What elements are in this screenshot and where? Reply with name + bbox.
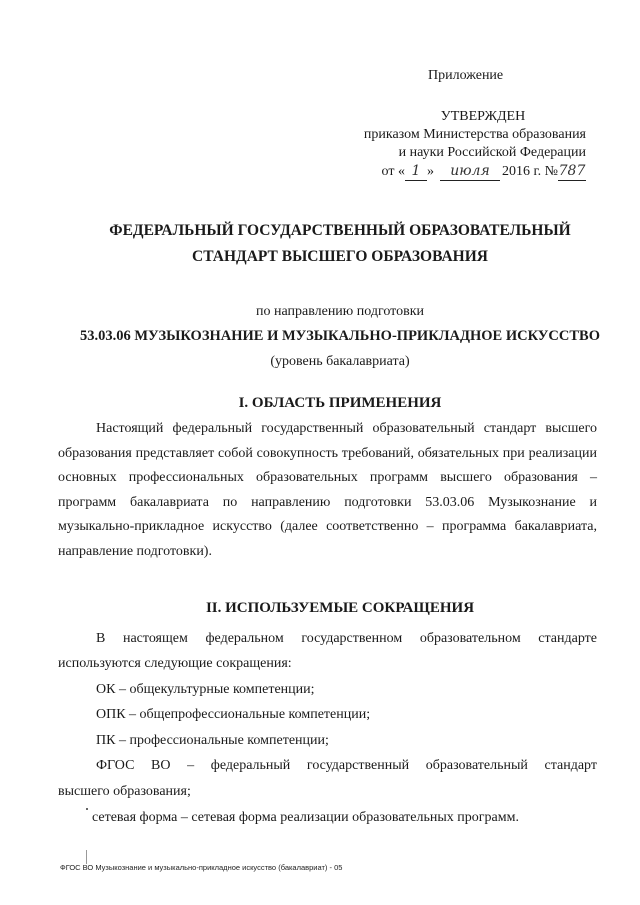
date-day: 1 [405,162,427,181]
approved-label: УТВЕРЖДЕН [440,109,526,124]
abbreviation-item: ОК – общекультурные компетенции; [96,682,315,697]
section-1-paragraph: Настоящий федеральный государственный образовательный стандарт высшего образования представляет собой совокупность требований, обязательных при реализации основных профессиональных образовательных программ высшего образования – программ бакалавриата по направлению подготовки 53.03.06 Музыкознание и музыкально-прикладное искусство (далее соответственно – программа бакалавриата, направление подготовки). [58,421,597,559]
section-1-heading: I. ОБЛАСТЬ ПРИМЕНЕНИЯ [238,395,442,411]
date-month: июля [440,162,500,181]
abbreviation-item: ПК – профессиональные компетенции; [96,733,329,748]
section-2-intro-line-1: В настоящем федеральном государственном образовательном стандарте [96,631,597,646]
level-label: (уровень бакалавриата) [270,354,410,369]
standard-title-line-1: ФЕДЕРАЛЬНЫЙ ГОСУДАРСТВЕННЫЙ ОБРАЗОВАТЕЛЬНЫЙ [109,222,571,239]
date-year: 2016 г. № [501,164,558,179]
network-form-item: сетевая форма – сетевая форма реализации образовательных программ. [92,810,519,825]
order-date-line [320,162,586,181]
fgos-line-2: высшего образования; [58,784,191,799]
scan-speck [86,850,87,864]
date-prefix: от « [381,164,405,179]
abbreviation-item: ОПК – общепрофессиональные компетенции; [96,707,371,722]
direction-title: 53.03.06 МУЗЫКОЗНАНИЕ И МУЗЫКАЛЬНО-ПРИКЛАДНОЕ ИСКУССТВО [80,328,600,344]
order-line-1: приказом Министерства образования [363,127,586,142]
section-2-intro-line-2: используются следующие сокращения: [58,656,292,671]
order-line-2: и науки Российской Федерации [398,145,586,160]
fgos-line-1: ФГОС ВО – федеральный государственный образовательный стандарт [96,758,597,773]
direction-intro: по направлению подготовки [255,304,425,319]
date-mid: » [426,164,434,179]
approval-block [320,108,586,181]
order-number: 787 [558,163,586,179]
page-footer: ФГОС ВО Музыкознание и музыкально-прикладное искусство (бакалавриат) - 05 [60,863,343,872]
scan-speck [86,808,88,810]
standard-title-line-2: СТАНДАРТ ВЫСШЕГО ОБРАЗОВАНИЯ [192,248,488,265]
section-2-heading: II. ИСПОЛЬЗУЕМЫЕ СОКРАЩЕНИЯ [205,600,475,616]
appendix-label: Приложение [428,68,504,83]
